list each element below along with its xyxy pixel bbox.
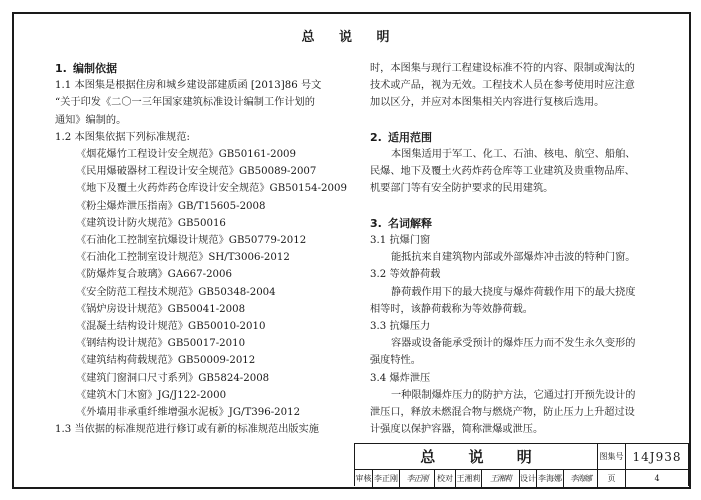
standard-item: 《建筑结构荷载规范》GB50009-2012 — [76, 355, 256, 367]
term-title: 3.1 抗爆门窗 — [370, 235, 431, 246]
term-definition: 计强度以保护容器，简称泄爆或泄压。 — [370, 424, 544, 436]
proof-label: 校对 — [437, 473, 453, 483]
design-label: 设计 — [520, 473, 536, 483]
paragraph-line: 加以区分，并应对本图集相关内容进行复核后选用。 — [370, 97, 605, 109]
section-number: 3. — [370, 216, 382, 230]
section-number: 2. — [370, 130, 382, 144]
paragraph-line: 机要部门等有安全防护要求的民用建筑。 — [370, 183, 554, 195]
standard-item: 《石油化工控制室抗爆设计规范》GB50779-2012 — [76, 235, 307, 247]
term-definition: 泄压口，释放未燃混合物与燃烧产物，防止压力上升超过设 — [370, 407, 635, 419]
review-label-cell — [355, 469, 373, 487]
page-number: 4 — [654, 473, 660, 483]
paragraph-line: 技术或产品，视为无效。工程技术人员在参考使用时应注意 — [370, 80, 635, 92]
atlas-no-label: 图集号 — [599, 452, 624, 461]
title-block — [354, 443, 689, 486]
drawing-title-cell — [355, 444, 598, 469]
designer-cell — [537, 469, 564, 487]
standard-item: 《建筑木门木窗》JG/J122-2000 — [76, 389, 227, 401]
left-column — [55, 60, 360, 438]
paragraph-line: 时，本图集与现行工程建设标准不符的内容、限制或淘汰的 — [370, 63, 635, 74]
term-title: 3.4 爆炸泄压 — [370, 372, 431, 384]
page-label-cell — [598, 469, 626, 487]
term-definition: 相等时，该静荷载称为等效静荷载。 — [370, 303, 533, 315]
paragraph-line: 民爆、地下及覆土火药炸药仓库等工业建筑及贵重物品库、 — [370, 166, 635, 178]
standard-item: 《钢结构设计规范》GB50017-2010 — [76, 338, 246, 350]
atlas-no-cell — [626, 444, 688, 469]
section-title: 适用范围 — [388, 130, 432, 144]
term-title: 3.2 等效静荷载 — [370, 269, 441, 281]
term-definition: 强度特性。 — [370, 355, 421, 367]
section-heading-1 — [55, 60, 360, 77]
atlas-no: 14J938 — [632, 449, 682, 464]
design-label-cell — [520, 469, 537, 487]
proofreader-cell — [456, 469, 482, 487]
standard-item: 《石油化工控制室设计规范》SH/T3006-2012 — [76, 252, 290, 264]
proofreader-signature-cell — [482, 469, 520, 487]
standard-item: 《外墙用非承重纤维增强水泥板》JG/T396-2012 — [76, 407, 301, 419]
title-block-row-top — [355, 444, 688, 470]
page-label: 页 — [607, 473, 616, 483]
proof-label-cell — [435, 469, 456, 487]
reviewer-cell — [373, 469, 400, 487]
standard-item: 《建筑门窗洞口尺寸系列》GB5824-2008 — [76, 372, 270, 384]
standard-item: 《民用爆破器材工程设计安全规范》GB50089-2007 — [76, 166, 317, 178]
term-definition: 一种限制爆炸压力的防护方法，它通过打开预先设计的 — [391, 389, 636, 401]
reviewer-signature-cell — [400, 469, 435, 487]
standard-item: 《地下及覆土火药炸药仓库设计安全规范》GB50154-2009 — [76, 183, 347, 195]
standard-item: 《防爆炸复合玻璃》GA667-2006 — [76, 269, 232, 281]
paragraph-line: 本图集适用于军工、化工、石油、核电、航空、船舶、 — [391, 149, 636, 160]
proofreader-signature: 王湘莉 — [490, 473, 511, 483]
title-block-row-bottom — [355, 469, 688, 487]
review-label: 审核 — [355, 473, 372, 483]
term-definition: 容器或设备能承受预计的爆炸压力而不发生永久变形的 — [391, 338, 636, 350]
proofreader-name: 王湘莉 — [456, 473, 481, 483]
paragraph-line: “关于印发《二〇一三年国家建筑标准设计编制工作计划的 — [55, 97, 315, 109]
page-title: 总 说 明 — [301, 30, 400, 45]
section-title: 编制依据 — [73, 62, 117, 75]
section-heading-3 — [370, 215, 660, 232]
section-number: 1. — [55, 62, 67, 75]
standard-item: 《安全防范工程技术规范》GB50348-2004 — [76, 286, 276, 298]
standard-item: 《粉尘爆炸泄压指南》GB/T15605-2008 — [76, 200, 266, 212]
atlas-no-label-cell — [598, 444, 626, 469]
designer-signature-cell — [564, 469, 598, 487]
standard-item: 《建筑设计防火规范》GB50016 — [76, 217, 226, 229]
term-title: 3.3 抗爆压力 — [370, 321, 431, 333]
designer-name: 李海娜 — [538, 473, 562, 483]
reviewer-name: 李正刚 — [374, 473, 398, 483]
designer-signature: 李海娜 — [570, 473, 591, 483]
term-definition: 能抵抗来自建筑物内部或外部爆炸冲击波的特种门窗。 — [391, 252, 636, 264]
paragraph-line: 1.2 本图集依据下列标准规范: — [55, 131, 190, 143]
right-column — [370, 60, 660, 438]
standard-item: 《锅炉房设计规范》GB50041-2008 — [76, 303, 246, 315]
paragraph-line: 通知》编制的。 — [55, 114, 127, 126]
standard-item: 《混凝土结构设计规范》GB50010-2010 — [76, 321, 266, 333]
reviewer-signature: 李正刚 — [406, 473, 428, 483]
drawing-title: 总 说 明 — [420, 448, 546, 466]
paragraph-line: 1.3 当依据的标准规范进行修订或有新的标准规范出版实施 — [55, 424, 319, 436]
section-heading-2 — [370, 129, 660, 146]
section-title: 名词解释 — [388, 216, 432, 230]
standard-item: 《烟花爆竹工程设计安全规范》GB50161-2009 — [76, 149, 297, 161]
paragraph-line: 1.1 本图集是根据住房和城乡建设部建质函 [2013]86 号文 — [55, 80, 322, 92]
page-number-cell — [626, 469, 688, 487]
term-definition: 静荷载作用下的最大挠度与爆炸荷载作用下的最大挠度 — [391, 286, 636, 298]
